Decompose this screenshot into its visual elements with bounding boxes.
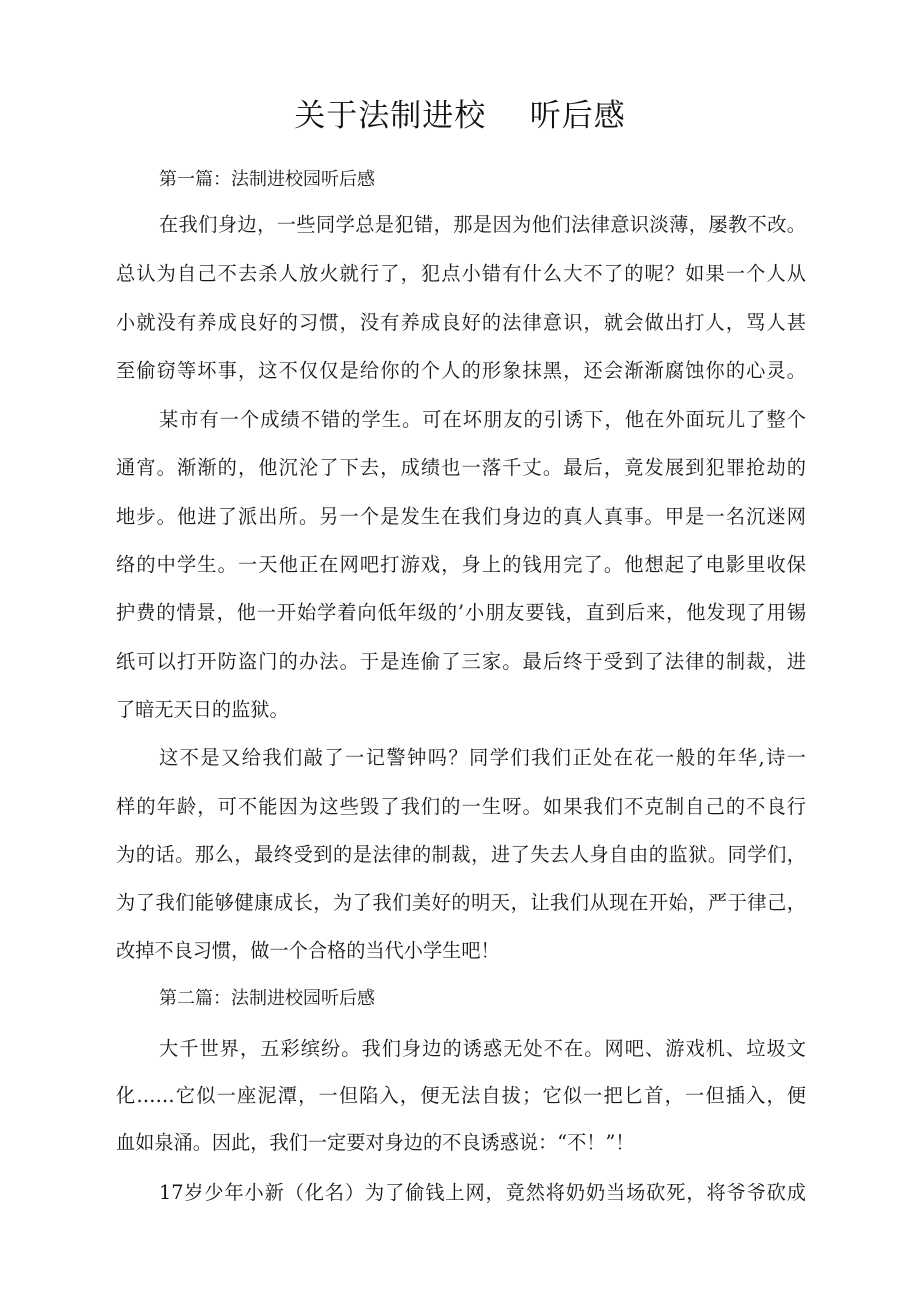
paragraph-line: 在我们身边，一些同学总是犯错，那是因为他们法律意识淡薄，屡教不改。 (159, 213, 806, 236)
section-heading: 第二篇：法制进校园听后感 (159, 988, 375, 1009)
paragraph-line: 样的年龄，可不能因为这些毁了我们的一生呀。如果我们不克制自己的不良行 (116, 795, 806, 818)
paragraph-line: 血如泉涌。因此，我们一定要对身边的不良诱惑说：“不！”！ (116, 1131, 635, 1154)
paragraph-line: 至偷窃等坏事，这不仅仅是给你的个人的形象抹黑，还会渐渐腐蚀你的心灵。 (116, 359, 806, 382)
paragraph-line: 17岁少年小新（化名）为了偷钱上网，竟然将奶奶当场砍死，将爷爷砍成 (159, 1181, 806, 1204)
paragraph-line: 为的话。那么，最终受到的是法律的制裁，进了失去人身自由的监狱。同学们， (116, 843, 806, 866)
paragraph-line: 小就没有养成良好的习惯，没有养成良好的法律意识，就会做出打人，骂人甚 (116, 311, 806, 334)
paragraph-line: 了暗无天日的监狱。 (116, 698, 289, 721)
paragraph-line: 这不是又给我们敲了一记警钟吗？同学们我们正处在花一般的年华,诗一 (159, 746, 806, 769)
paragraph-line: 护费的情景，他一开始学着向低年级的’小朋友要钱，直到后来，他发现了用锡 (116, 601, 806, 624)
paragraph-line: 总认为自己不去杀人放火就行了，犯点小错有什么大不了的呢？如果一个人从 (116, 262, 806, 285)
paragraph-line: 某市有一个成绩不错的学生。可在坏朋友的引诱下，他在外面玩儿了整个 (159, 408, 806, 431)
paragraph-line: 化……它似一座泥潭，一但陷入，便无法自拔；它似一把匕首，一但插入，便 (116, 1084, 806, 1107)
paragraph-line: 纸可以打开防盗门的办法。于是连偷了三家。最后终于受到了法律的制裁，进 (116, 650, 806, 673)
paragraph-line: 改掉不良习惯，做一个合格的当代小学生吧！ (116, 939, 500, 962)
section-heading: 第一篇：法制进校园听后感 (159, 169, 375, 190)
paragraph-line: 地步。他进了派出所。另一个是发生在我们身边的真人真事。甲是一名沉迷网 (116, 505, 806, 528)
paragraph-line: 通宵。渐渐的，他沉沦了下去，成绩也一落千丈。最后，竟发展到犯罪抢劫的 (116, 456, 806, 479)
document-title: 关于法制进校 听后感 (294, 98, 626, 134)
paragraph-line: 络的中学生。一天他正在网吧打游戏，身上的钱用完了。他想起了电影里收保 (116, 553, 806, 576)
paragraph-line: 大千世界，五彩缤纷。我们身边的诱惑无处不在。网吧、游戏机、垃圾文 (159, 1037, 806, 1060)
paragraph-line: 为了我们能够健康成长，为了我们美好的明天，让我们从现在开始，严于律己， (116, 891, 806, 914)
